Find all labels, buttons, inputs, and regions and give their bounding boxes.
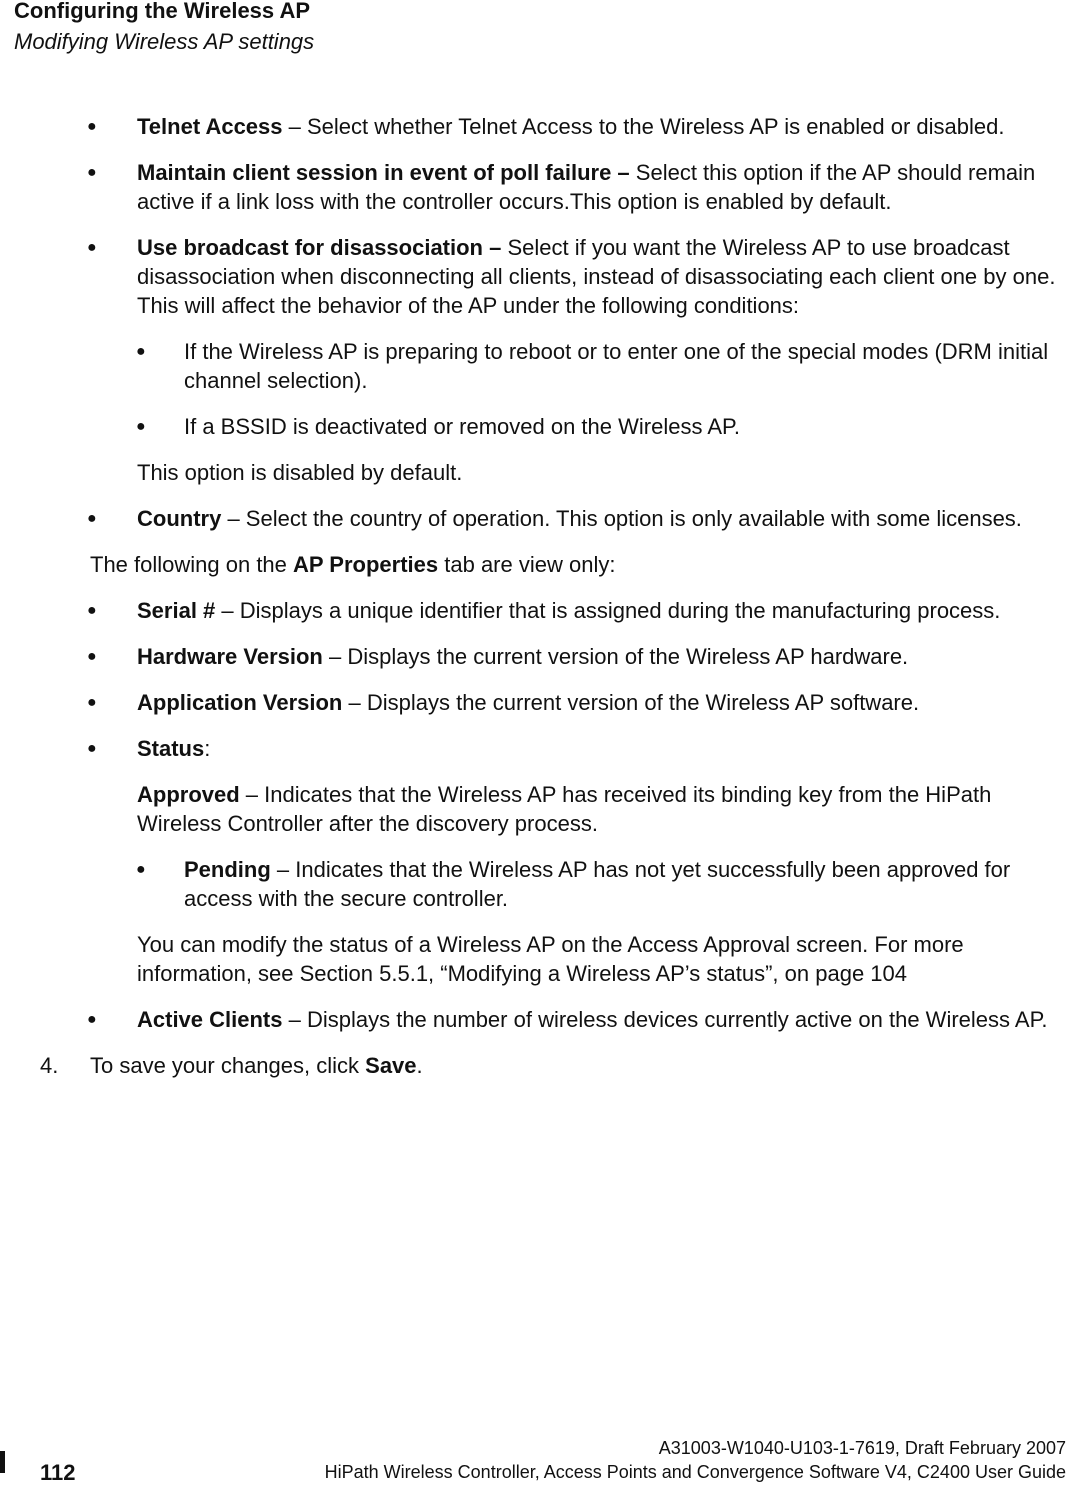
bullet-icon: ● — [87, 118, 97, 135]
margin-bar — [0, 1451, 5, 1473]
text: To save your changes, click — [90, 1053, 366, 1078]
bullet-icon: ● — [87, 1011, 97, 1028]
description: – Displays the current version of the Wireless AP hardware. — [322, 644, 909, 669]
description: – Displays the current version of the Wireless AP software. — [342, 690, 920, 715]
term: Application Version — [137, 690, 343, 715]
bullet-icon: ● — [87, 164, 97, 181]
bullet-icon: ● — [87, 694, 97, 711]
list-item-telnet-access — [0, 112, 1073, 141]
list-item-status — [0, 734, 1073, 763]
term: AP Properties — [293, 552, 439, 577]
text: tab are view only: — [438, 552, 616, 577]
sub-list-item-bssid — [0, 412, 1073, 441]
term: Status — [137, 736, 205, 761]
bullet-icon: ● — [136, 343, 146, 360]
page-body — [0, 112, 1073, 1097]
description: – Indicates that the Wireless AP has received its binding key from the HiPath Wireless Controller after the discovery process. — [137, 782, 992, 836]
sub-list-item-reboot — [0, 337, 1073, 395]
list-item-application-version — [0, 688, 1073, 717]
description: – Select the country of operation. This option is only available with some licenses. — [221, 506, 1022, 531]
save-term: Save — [365, 1053, 417, 1078]
term: Use broadcast for disassociation – — [137, 235, 502, 260]
step-4 — [0, 1051, 1073, 1080]
description: Select this option if the AP should remain active if a link loss with the controller occurs.This option is enabled by default. — [137, 160, 1036, 214]
document-id: A31003-W1040-U103-1-7619, Draft February 2007 — [658, 1438, 1066, 1458]
broadcast-default-note: This option is disabled by default. — [137, 460, 463, 485]
step-number: 4. — [40, 1053, 59, 1078]
description: If the Wireless AP is preparing to reboot or to enter one of the special modes (DRM initial channel selection). — [184, 339, 1049, 393]
text: The following on the — [90, 552, 294, 577]
list-item-serial — [0, 596, 1073, 625]
status-pending — [0, 855, 1073, 913]
section-subtitle: Modifying Wireless AP settings — [14, 29, 315, 54]
bullet-icon: ● — [87, 239, 97, 256]
bullet-icon: ● — [136, 861, 146, 878]
description: – Indicates that the Wireless AP has not yet successfully been approved for access with the secure controller. — [184, 857, 1011, 911]
list-item-broadcast-disassociation — [0, 233, 1073, 320]
description: Select if you want the Wireless AP to use broadcast disassociation when disconnecting all clients, instead of disassociating each client one by one. This will affect the behavior of the AP under the following conditions: — [137, 235, 1056, 318]
status-note: You can modify the status of a Wireless AP on the Access Approval screen. For more information, see Section 5.5.1, “Modifying a Wireless AP’s status”, on page 104 — [137, 932, 964, 986]
term: Active Clients — [137, 1007, 283, 1032]
list-item-active-clients — [0, 1005, 1073, 1034]
colon: : — [204, 736, 211, 761]
term: Maintain client session in event of poll failure – — [137, 160, 630, 185]
bullet-icon: ● — [136, 418, 146, 435]
status-approved — [0, 780, 1073, 838]
chapter-title: Configuring the Wireless AP — [14, 0, 311, 23]
term: Pending — [184, 857, 271, 882]
list-item-country — [0, 504, 1073, 533]
term: Approved — [137, 782, 240, 807]
description: – Displays the number of wireless devices currently active on the Wireless AP. — [282, 1007, 1048, 1032]
text: . — [416, 1053, 423, 1078]
description: – Displays a unique identifier that is assigned during the manufacturing process. — [215, 598, 1001, 623]
guide-title: HiPath Wireless Controller, Access Points and Convergence Software V4, C2400 User Guide — [324, 1462, 1066, 1482]
list-item-hardware-version — [0, 642, 1073, 671]
bullet-icon: ● — [87, 602, 97, 619]
bullet-icon: ● — [87, 510, 97, 527]
description: If a BSSID is deactivated or removed on the Wireless AP. — [184, 414, 740, 439]
term: Hardware Version — [137, 644, 323, 669]
description: – Select whether Telnet Access to the Wireless AP is enabled or disabled. — [282, 114, 1005, 139]
bullet-icon: ● — [87, 648, 97, 665]
term: Telnet Access — [137, 114, 283, 139]
term: Serial # — [137, 598, 216, 623]
term: Country — [137, 506, 222, 531]
view-only-intro — [0, 550, 1073, 579]
list-item-maintain-session — [0, 158, 1073, 216]
bullet-icon: ● — [87, 740, 97, 757]
page-number: 112 — [40, 1460, 76, 1485]
